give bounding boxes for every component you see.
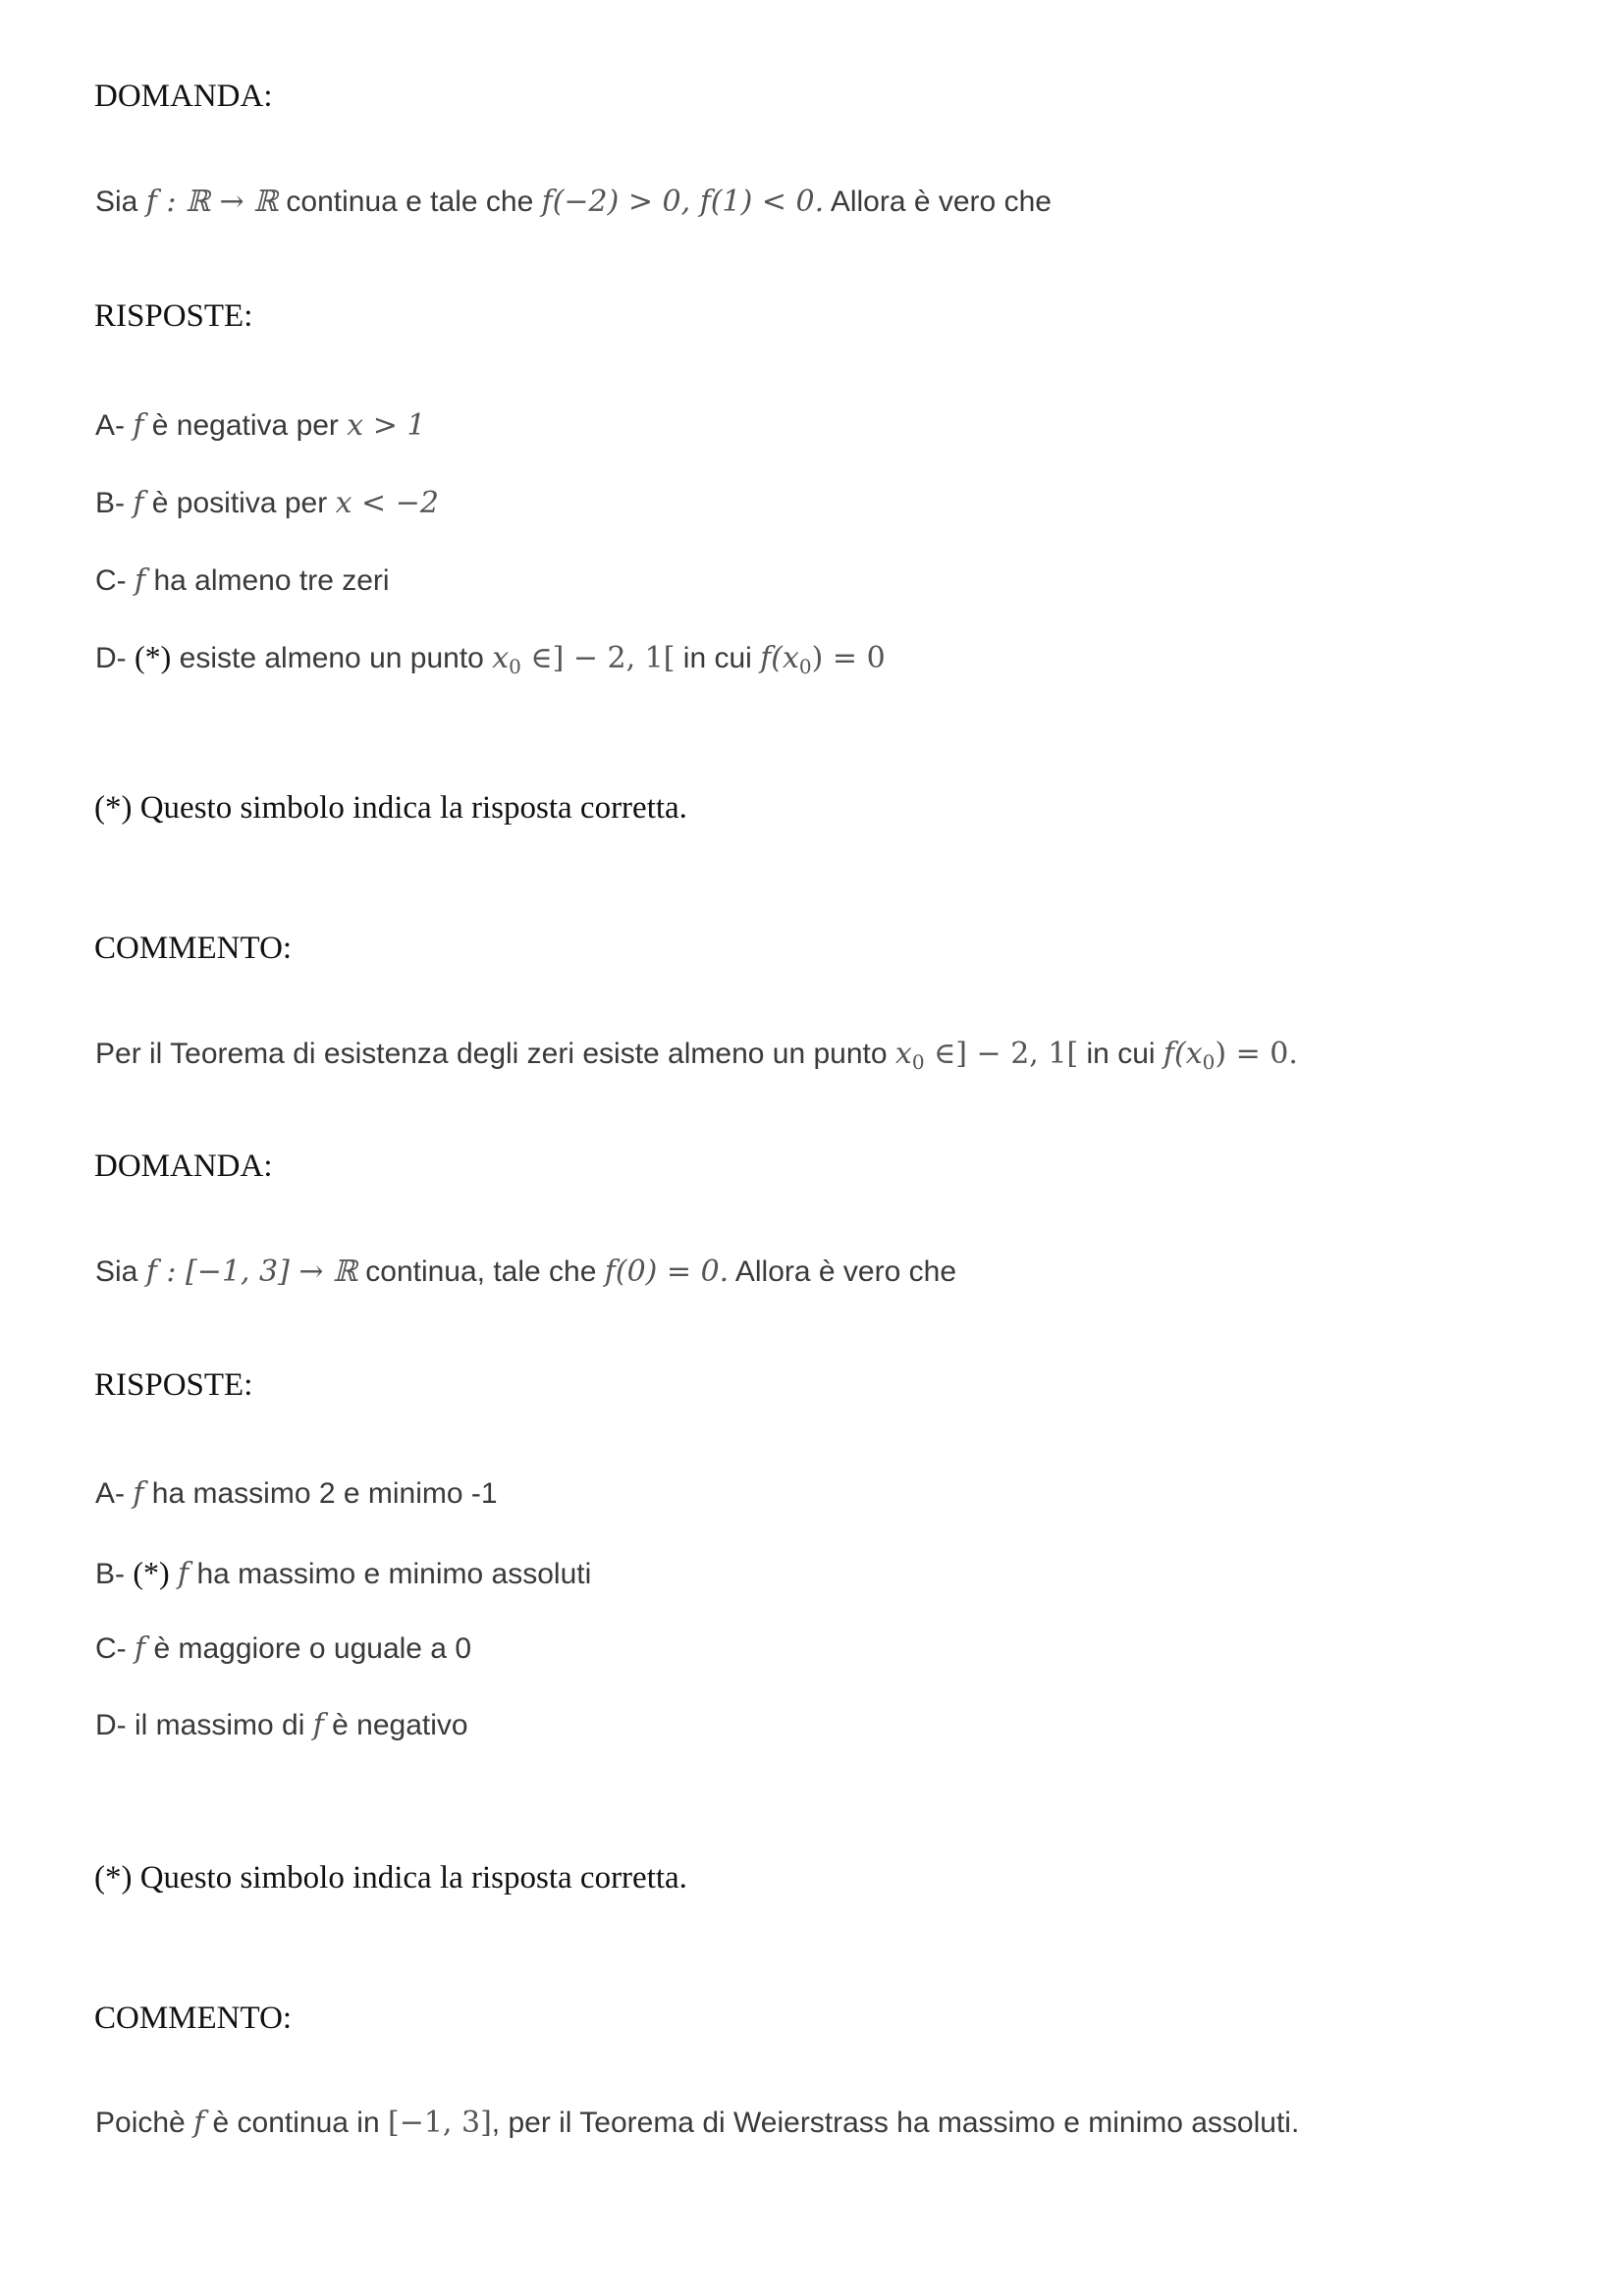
answer-d-1-correct: D- (*) esiste almeno un punto $x_0$ ∈] − 2, 1[ in cui $f(x_0) = 0$: [95, 639, 886, 678]
answer-c-2: C- f è maggiore o uguale a 0: [95, 1631, 472, 1666]
correct-answer-note-1: (*) Questo simbolo indica la risposta corretta.: [94, 790, 687, 826]
answer-d-2: D- il massimo di f è negativo: [95, 1708, 468, 1742]
correct-marker: (*): [135, 639, 172, 674]
question-text-1: Sia f : ℝ → ℝ continua e tale che f(−2) > 0, f(1) < 0. Allora è vero che: [95, 185, 1052, 219]
risposte-heading-2: RISPOSTE:: [94, 1367, 253, 1403]
commento-text-2: Poichè f è continua in [−1, 3], per il Teorema di Weierstrass ha massimo e minimo assoluti.: [95, 2106, 1300, 2140]
answer-a-1: A- f è negativa per x > 1: [95, 408, 426, 443]
commento-heading-1: COMMENTO:: [94, 931, 293, 966]
answer-c-1: C- f ha almeno tre zeri: [95, 563, 390, 598]
question-text-2: Sia f : [−1, 3] → ℝ continua, tale che f(0) = 0. Allora è vero che: [95, 1255, 956, 1289]
commento-heading-2: COMMENTO:: [94, 2001, 293, 2036]
commento-text-1: Per il Teorema di esistenza degli zeri esiste almeno un punto $x_0$ ∈] − 2, 1[ in cui $f(x_0) = 0$.: [95, 1037, 1298, 1074]
risposte-heading-1: RISPOSTE:: [94, 298, 253, 334]
answer-b-1: B- f è positiva per x < −2: [95, 486, 439, 520]
correct-marker: (*): [133, 1555, 170, 1590]
domanda-heading-1: DOMANDA:: [94, 79, 273, 114]
domanda-heading-2: DOMANDA:: [94, 1148, 273, 1184]
answer-b-2-correct: B- (*) f ha massimo e minimo assoluti: [95, 1555, 592, 1591]
answer-a-2: A- f ha massimo 2 e minimo -1: [95, 1476, 498, 1511]
correct-answer-note-2: (*) Questo simbolo indica la risposta corretta.: [94, 1860, 687, 1896]
